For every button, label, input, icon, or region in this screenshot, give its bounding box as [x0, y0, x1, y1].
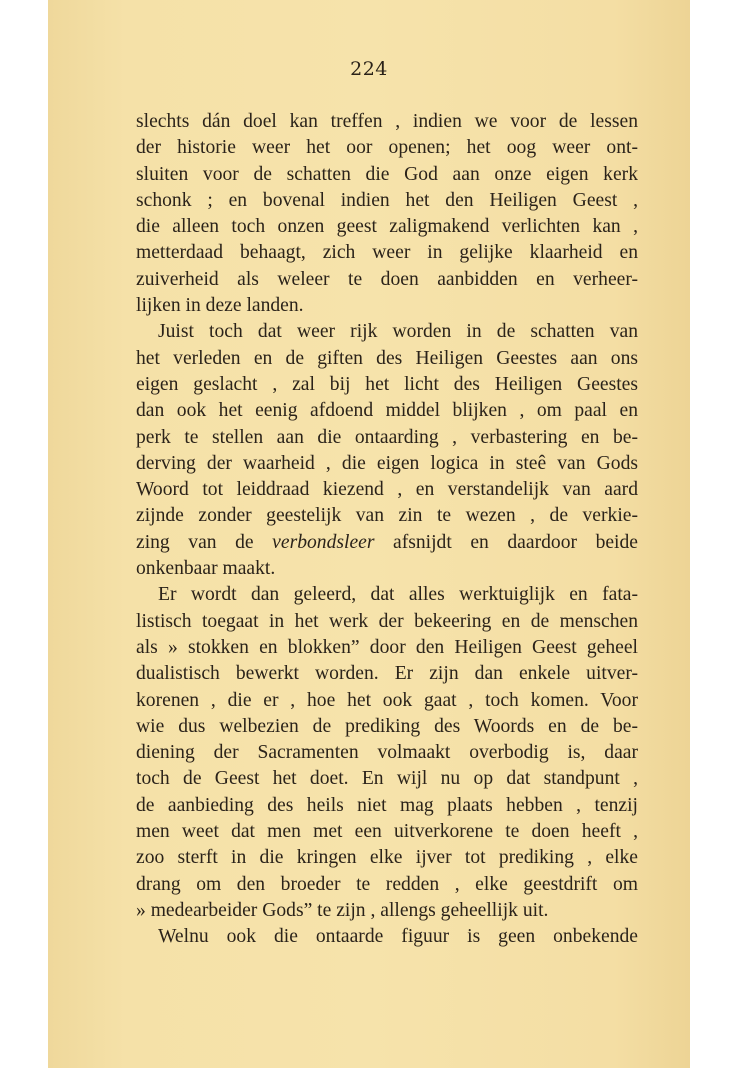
text-line: als » stokken en blokken” door den Heiligen Geest geheel: [136, 636, 638, 658]
text-segment: afsnijdt en daardoor beide: [374, 531, 638, 553]
text-segment: zing van de: [136, 531, 273, 553]
text-line: perk te stellen aan die ontaarding , verbastering en be-: [136, 426, 638, 448]
text-line: » medearbeider Gods” te zijn , allengs geheellijk uit.: [136, 899, 549, 921]
text-line: drang om den broeder te redden , elke geestdrift om: [136, 873, 638, 895]
text-line: de aanbieding des heils niet mag plaats hebben , tenzij: [136, 794, 638, 816]
text-line: wie dus welbezien de prediking des Woords en de be-: [136, 715, 638, 737]
text-line: zijnde zonder geestelijk van zin te wezen , de verkie-: [136, 505, 638, 527]
text-line: slechts dán doel kan treffen , indien we voor de lessen: [136, 111, 638, 132]
text-line: Woord tot leiddraad kiezend , en verstandelijk van aard: [136, 479, 638, 501]
book-page: [48, 0, 690, 1068]
text-line: die alleen toch onzen geest zaligmakend verlichten kan ,: [136, 216, 638, 238]
text-line: korenen , die er , hoe het ook gaat , toch komen. Voor: [136, 689, 638, 711]
text-line: Er wordt dan geleerd, dat alles werktuiglijk en fata-: [158, 584, 638, 606]
text-line: sluiten voor de schatten die God aan onze eigen kerk: [136, 163, 638, 185]
text-line: dualistisch bewerkt worden. Er zijn dan enkele uitver-: [136, 663, 638, 685]
italic-term: verbondsleer: [272, 531, 375, 553]
text-line: listisch toegaat in het werk der bekeering en de menschen: [136, 610, 638, 632]
text-line: lijken in deze landen.: [136, 295, 304, 317]
text-line: onkenbaar maakt.: [136, 558, 276, 580]
text-line: men weet dat men met een uitverkorene te doen heeft ,: [136, 821, 638, 843]
text-line: zuiverheid als weleer te doen aanbidden en verheer-: [136, 268, 638, 290]
text-line: toch de Geest het doet. En wijl nu op dat standpunt ,: [136, 768, 638, 790]
text-line: derving der waarheid , die eigen logica in steê van Gods: [136, 452, 638, 474]
body-text: [136, 109, 638, 951]
text-line: metterdaad behaagt, zich weer in gelijke klaarheid en: [136, 242, 638, 264]
text-line: schonk ; en bovenal indien het den Heiligen Geest ,: [136, 189, 638, 211]
text-line: eigen geslacht , zal bij het licht des Heiligen Geestes: [136, 373, 638, 395]
text-line: diening der Sacramenten volmaakt overbodig is, daar: [136, 742, 638, 764]
text-line: Welnu ook die ontaarde figuur is geen onbekende: [158, 926, 638, 948]
text-line: dan ook het eenig afdoend middel blijken , om paal en: [136, 400, 638, 422]
text-line: zoo sterft in die kringen elke ijver tot prediking , elke: [136, 847, 638, 869]
text-line: het verleden en de giften des Heiligen Geestes aan ons: [136, 347, 638, 369]
text-line-with-italic: [136, 530, 638, 556]
text-line: der historie weer het oor openen; het oog weer ont-: [136, 137, 638, 159]
text-line: Juist toch dat weer rijk worden in de schatten van: [158, 321, 638, 343]
page-number: 224: [350, 58, 388, 80]
